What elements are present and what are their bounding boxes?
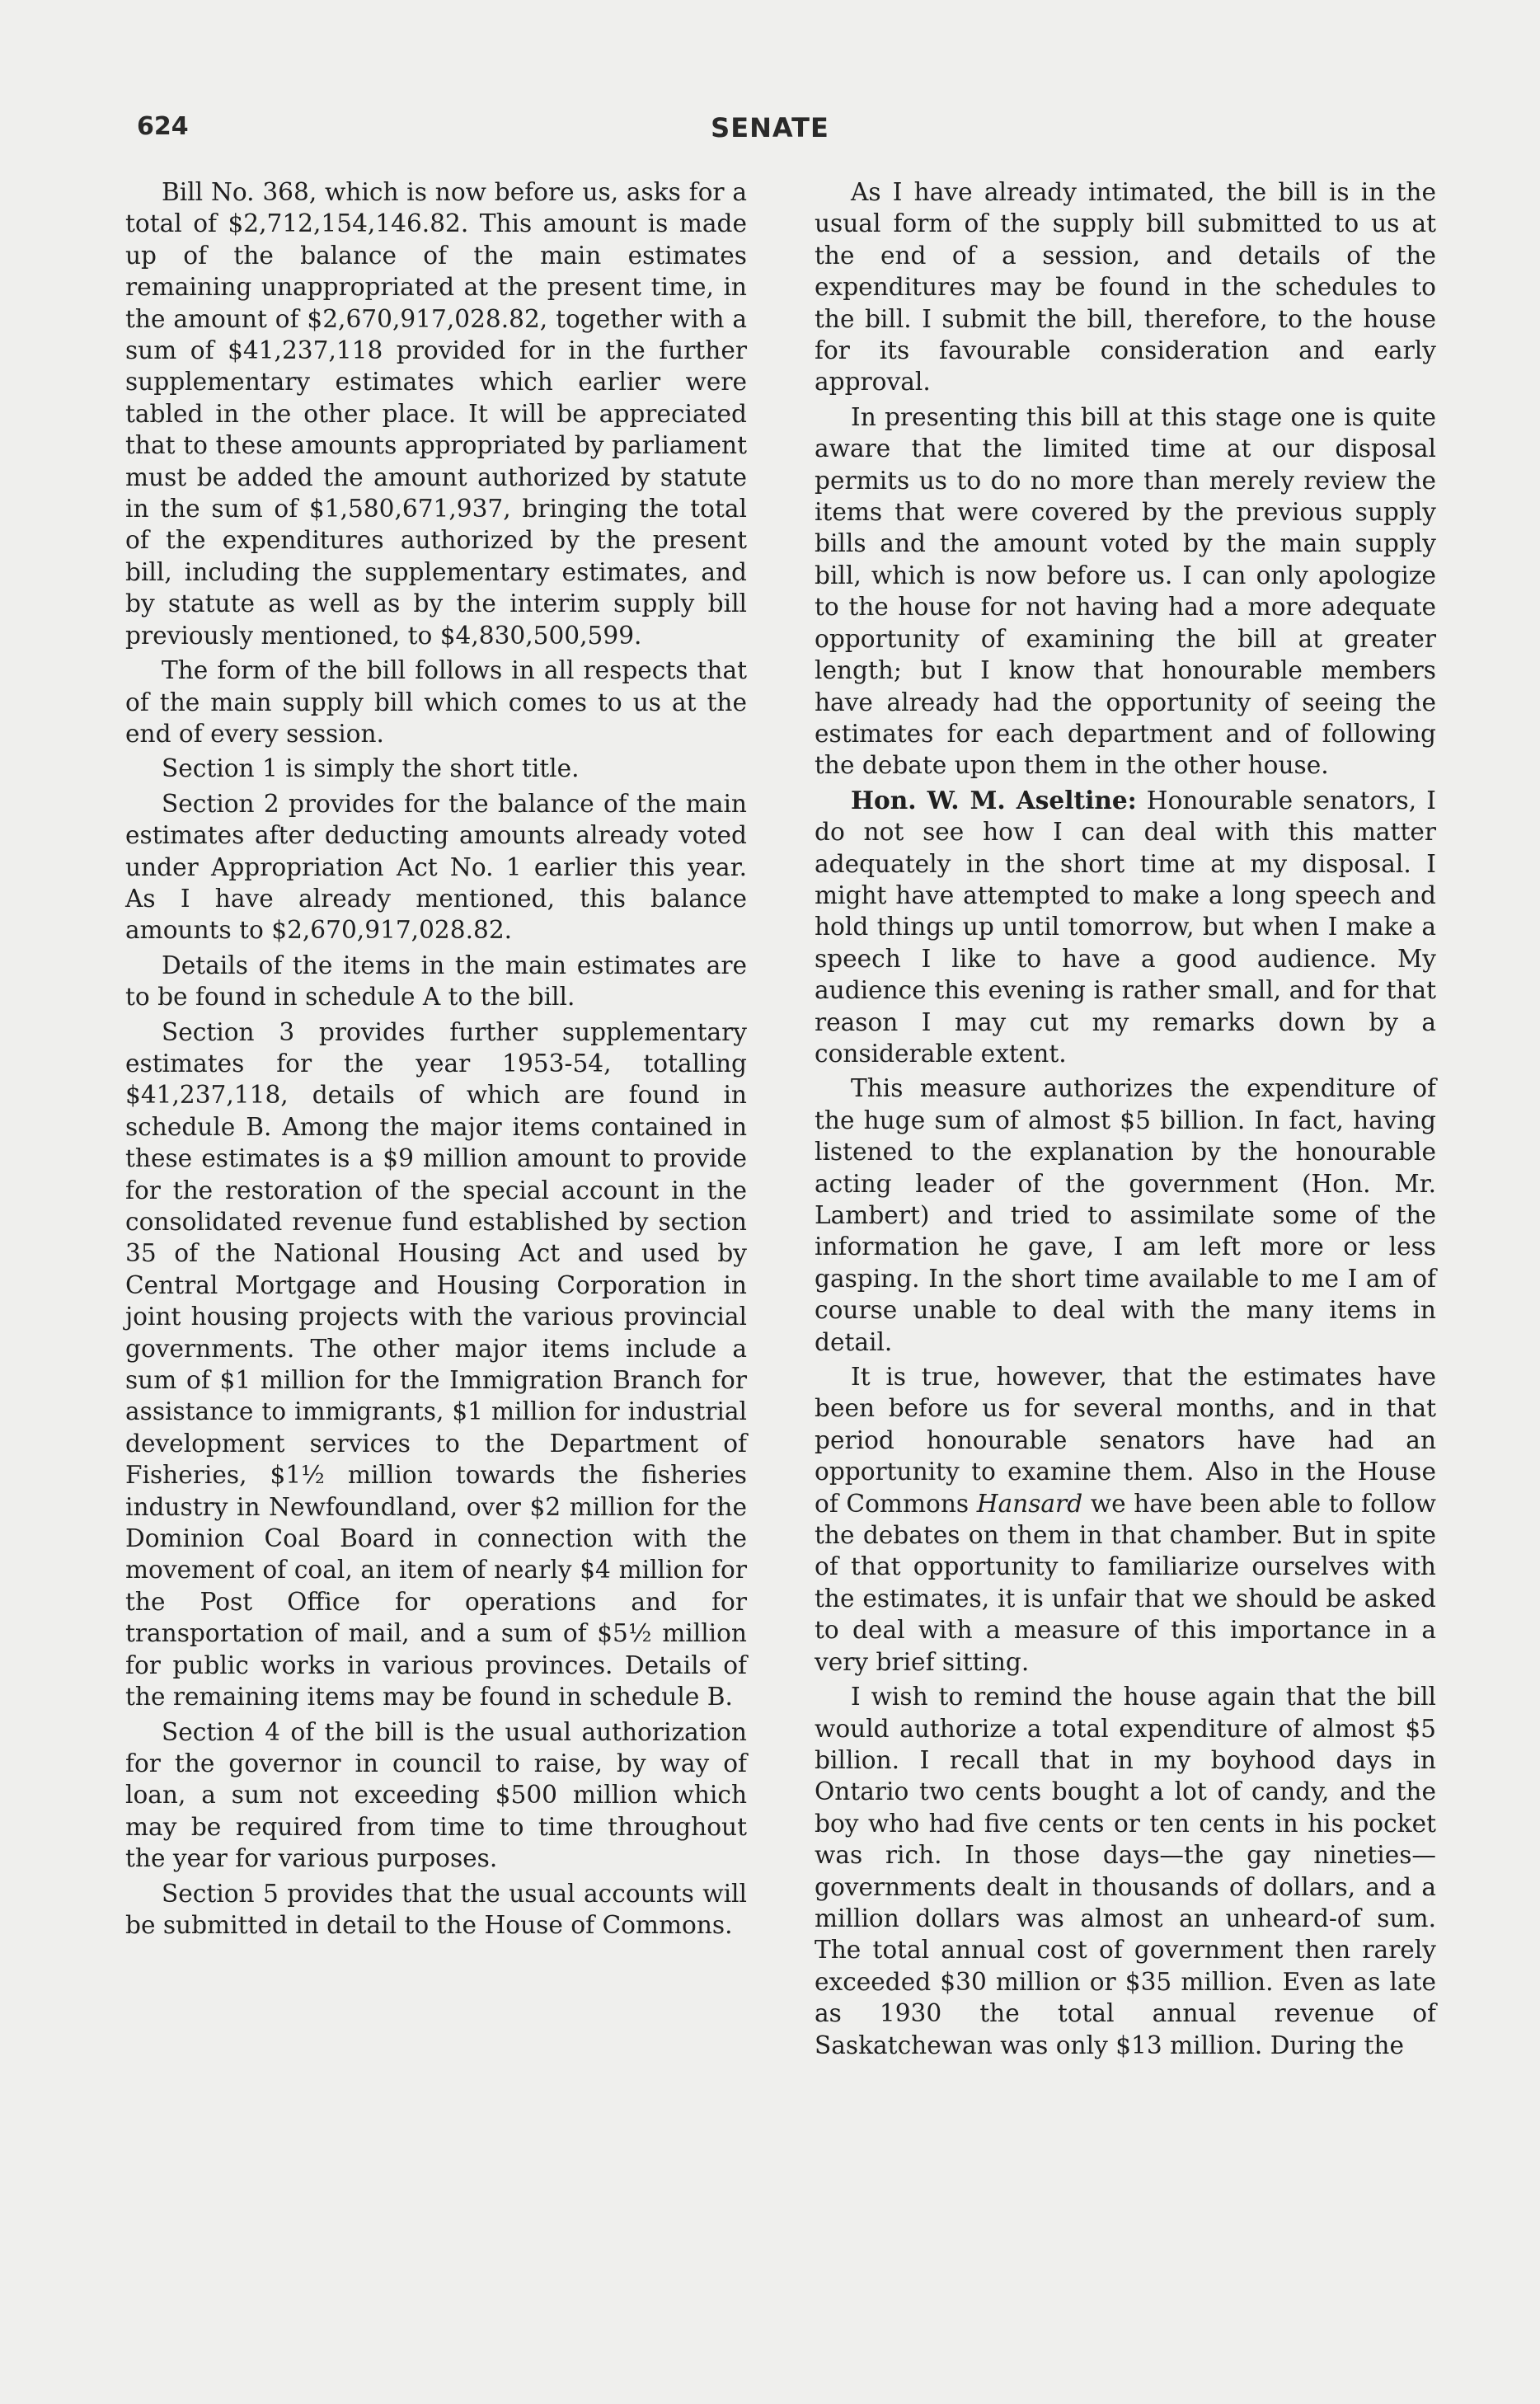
running-head: SENATE bbox=[711, 112, 829, 143]
paragraph: As I have already intimated, the bill is in the usual form of the supply bill submitted to us at the end of a session, and details of the expenditures may be found in the schedules to the bill. I submit the bill, therefore, to the house for its favourable consideration and early approval. bbox=[815, 178, 1436, 397]
page-number: 624 bbox=[137, 112, 189, 141]
paragraph: Bill No. 368, which is now before us, asks for a total of $2,712,154,146.82. This amount is made up of the balance of the main estimates remaining unappropriated at the present time, in the amount of $2,670,917,028.82, together with a sum of $41,237,118 provided for in the further supplementary estimates which earlier were tabled in the other place. It will be appreciated that to these amounts appropriated by parliament must be added the amount authorized by statute in the sum of $1,580,671,937, bringing the total of the expenditures authorized by the present bill, including the supplementary estimates, and by statute as well as by the interim supply bill previously mentioned, to $4,830,500,599. bbox=[125, 178, 747, 650]
paragraph-text: we have been able to follow the debates on them in that chamber. But in spite of that opportunity to familiarize ourselves with the estimates, it is unfair that we should be asked to deal with a measure of this importance in a very brief sitting. bbox=[815, 1489, 1436, 1676]
paragraph-text: It is true, however, that the estimates have been before us for several months, and in that period honourable senators have had an opportunity to examine them. Also in the House of Commons bbox=[815, 1363, 1436, 1518]
left-column bbox=[125, 176, 747, 1944]
speaker-name: Hon. W. M. Aseltine: bbox=[851, 785, 1137, 815]
paragraph: In presenting this bill at this stage one is quite aware that the limited time at our disposal permits us to do no more than merely review the items that were covered by the previous supply bills and the amount voted by the main supply bill, which is now before us. I can only apologize to the house for not having had a more adequate opportunity of examining the bill at greater length; but I know that honourable members have already had the opportunity of seeing the estimates for each department and of following the debate upon them in the other house. bbox=[815, 402, 1436, 780]
speech-text: Honourable senators, I do not see how I can deal with this matter adequately in the short time at my disposal. I might have attempted to make a long speech and hold things up until tomorrow, but when I make a speech I like to have a good audience. My audience this evening is rather small, and for that reason I may cut my remarks down by a considerable extent. bbox=[815, 786, 1436, 1068]
paragraph: Details of the items in the main estimates are to be found in schedule A to the bill. bbox=[125, 951, 747, 1012]
paragraph: Section 4 of the bill is the usual authorization for the governor in council to raise, by way of loan, a sum not exceeding $500 million which may be required from time to time throughout the year for various purposes. bbox=[125, 1717, 747, 1873]
paragraph: Section 1 is simply the short title. bbox=[162, 754, 580, 783]
right-column bbox=[815, 176, 1436, 2064]
paragraph: Section 2 provides for the balance of the main estimates after deducting amounts already voted under Appropriation Act No. 1 earlier this year. As I have already mentioned, this balance amounts to $2,670,917,028.82. bbox=[125, 789, 747, 945]
paragraph: Section 3 provides further supplementary estimates for the year 1953-54, totalling $41,237,118, details of which are found in schedule B. Among the major items contained in these estimates is a $9 million amount to provide for the restoration of the special account in the consolidated revenue fund established by section 35 of the National Housing Act and used by Central Mortgage and Housing Corporation in joint housing projects with the various provincial governments. The other major items include a sum of $1 million for the Immigration Branch for assistance to immigrants, $1 million for industrial development services to the Department of Fisheries, $1½ million towards the fisheries industry in Newfoundland, over $2 million for the Dominion Coal Board in connection with the movement of coal, an item of nearly $4 million for the Post Office for operations and for transportation of mail, and a sum of $5½ million for public works in various provinces. Details of the remaining items may be found in schedule B. bbox=[125, 1017, 747, 1711]
paragraph: This measure authorizes the expenditure of the huge sum of almost $5 billion. In fact, having listened to the explanation by the honourable acting leader of the government (Hon. Mr. Lambert) and tried to assimilate some of the information he gave, I am left more or less gasping. In the short time available to me I am of course unable to deal with the many items in detail. bbox=[815, 1074, 1436, 1356]
speech-paragraph bbox=[815, 785, 1436, 1070]
paragraph: The form of the bill follows in all respects that of the main supply bill which comes to us at the end of every session. bbox=[125, 656, 747, 748]
paragraph: I wish to remind the house again that the bill would authorize a total expenditure of almost $5 billion. I recall that in my boyhood days in Ontario two cents bought a lot of candy, and the boy who had five cents or ten cents in his pocket was rich. In those days—the gay nineties—governments dealt in thousands of dollars, and a million dollars was almost an unheard-of sum. The total annual cost of government then rarely exceeded $30 million or $35 million. Even as late as 1930 the total annual revenue of Saskatchewan was only $13 million. During the bbox=[815, 1683, 1436, 2059]
paragraph: Section 5 provides that the usual accounts will be submitted in detail to the House of Commons. bbox=[125, 1879, 747, 1939]
publication-title: Hansard bbox=[976, 1489, 1083, 1518]
paragraph bbox=[815, 1361, 1436, 1678]
